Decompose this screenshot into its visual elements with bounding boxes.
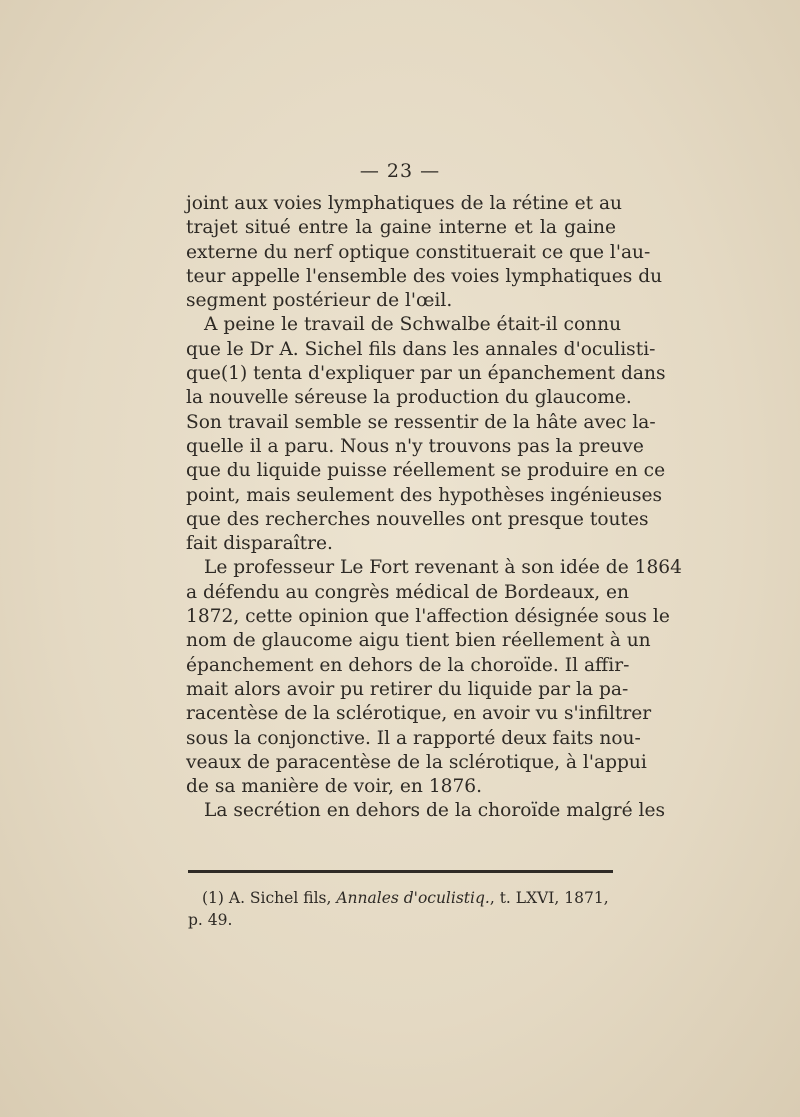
text-line: quelle il a paru. Nous n'y trouvons pas la preuve [186,435,644,457]
text-line: joint aux voies lymphatiques de la rétine et au [186,193,623,214]
text-line: La secrétion en dehors de la choroïde malgré les [204,800,666,822]
footnote-line-2: p. 49. [188,911,233,929]
text-line: épanchement en dehors de la choroïde. Il affir- [186,654,630,676]
text-line: 1872, cette opinion que l'affection désignée sous le [186,606,670,628]
text-line: fait disparaître. [186,533,333,555]
text-line: trajet situé entre la gaine interne et la gaine [186,217,616,239]
text-line: Son travail semble se ressentir de la hâte avec la- [186,411,656,433]
text-line: Le professeur Le Fort revenant à son idée de 1864 [204,557,682,579]
text-line: racentèse de la sclérotique, en avoir vu s'infiltrer [186,703,652,725]
text-line: point, mais seulement des hypothèses ingénieuses [186,484,663,506]
text-line: que(1) tenta d'expliquer par un épanchement dans [186,363,666,385]
footnote-journal: Annales d'oculistiq. [336,889,490,907]
text-line: segment postérieur de l'œil. [186,290,453,312]
text-line: A peine le travail de Schwalbe était-il connu [204,314,622,336]
text-line: que du liquide puisse réellement se produire en ce [186,460,666,482]
text-line: veaux de paracentèse de la sclérotique, à l'appui [186,751,647,773]
footnote-line-1 [188,887,618,909]
text-line: que des recherches nouvelles ont presque toutes [186,508,649,530]
text-line: mait alors avoir pu retirer du liquide par la pa- [186,678,629,700]
text-line: nom de glaucome aigu tient bien réellement à un [186,630,651,652]
body-text [186,192,682,824]
text-line: externe du nerf optique constituerait ce que l'au- [186,241,651,263]
text-line: a défendu au congrès médical de Bordeaux, en [186,581,630,603]
footnote-rule [188,870,613,873]
text-line: teur appelle l'ensemble des voies lymphatiques du [186,265,663,287]
footnote-marker: (1) A. Sichel fils, [202,889,337,907]
footnote [188,887,618,931]
text-line: de sa manière de voir, en 1876. [186,776,483,798]
footnote-reference: , t. LXVI, 1871, [489,889,609,907]
text-line: la nouvelle séreuse la production du glaucome. [186,387,632,409]
page-number: — 23 — [359,160,441,182]
text-line: que le Dr A. Sichel fils dans les annales d'oculisti- [186,338,656,360]
text-line: sous la conjonctive. Il a rapporté deux faits nou- [186,727,641,749]
